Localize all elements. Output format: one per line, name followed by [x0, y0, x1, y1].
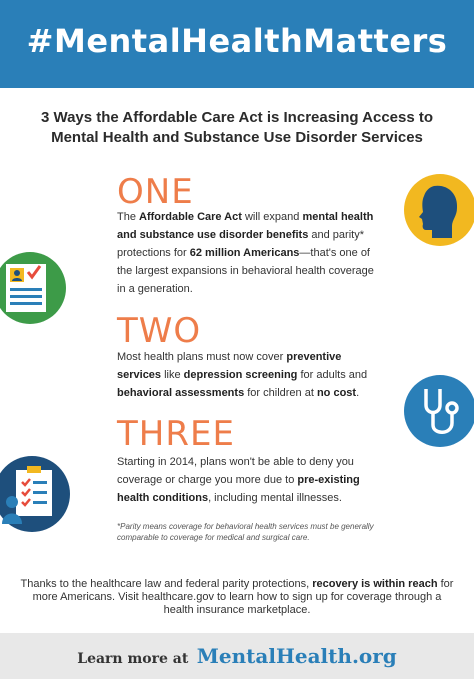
body-text: . [356, 387, 360, 399]
subtitle [20, 108, 454, 148]
footer-message [20, 578, 454, 617]
subtitle-line-2: Mental Health and Substance Use Disorder Services [51, 129, 423, 146]
header-banner [0, 0, 474, 88]
emphasis-text: 62 million Americans [189, 247, 300, 259]
emphasis-text: depression screening [183, 369, 298, 381]
parity-footnote: *Parity means coverage for behavioral health services must be generally comparable to coverage for medical and surgical care. [117, 522, 374, 542]
body-text: and parity* protections for [117, 229, 364, 259]
body-text: for more Americans. Visit healthcare.gov to learn how to sign up for coverage through a health insurance marketplace. [32, 578, 454, 616]
clipboard-checklist-icon [0, 452, 70, 534]
head-profile-icon [402, 172, 474, 248]
learn-more-label: Learn more at [77, 651, 189, 667]
body-text: will expand [241, 211, 303, 223]
body-text: Thanks to the healthcare law and federal parity protections, [20, 578, 313, 590]
mentalhealth-link[interactable]: MentalHealth.org [196, 644, 397, 668]
body-text: The [117, 211, 140, 223]
emphasis-text: preventive services [117, 351, 342, 381]
body-text: , including mental illnesses. [208, 492, 342, 504]
body-text: for children at [244, 387, 317, 399]
section-two-text [117, 348, 379, 402]
emphasis-text: behavioral assessments [117, 387, 245, 399]
section-three-number: THREE [117, 414, 235, 454]
learn-more-line [0, 633, 474, 682]
emphasis-text: mental health and substance use disorder benefits [117, 211, 374, 241]
emphasis-text: recovery is within reach [312, 578, 438, 590]
emphasis-text: Affordable Care Act [139, 211, 242, 223]
emphasis-text: no cost [316, 387, 357, 399]
body-text: for adults and [297, 369, 368, 381]
section-two-number: TWO [117, 311, 202, 351]
section-three-text [117, 453, 379, 507]
section-one-text [117, 208, 379, 298]
hashtag-title: #MentalHealthMatters [26, 22, 448, 60]
subtitle-line-1: 3 Ways the Affordable Care Act is Increasing Access to [40, 109, 434, 126]
section-one-number: ONE [117, 172, 194, 212]
footer-bar [0, 633, 474, 679]
stethoscope-icon [402, 373, 474, 449]
body-text: Starting in 2014, plans won't be able to deny you coverage or charge you more due to [117, 456, 354, 486]
emphasis-text: pre-existing health conditions [117, 474, 360, 504]
body-text: —that's one of the largest expansions in behavioral health coverage in a generation. [117, 247, 374, 295]
id-card-icon [0, 250, 66, 326]
body-text: Most health plans must now cover [117, 351, 287, 363]
body-text: like [161, 369, 184, 381]
